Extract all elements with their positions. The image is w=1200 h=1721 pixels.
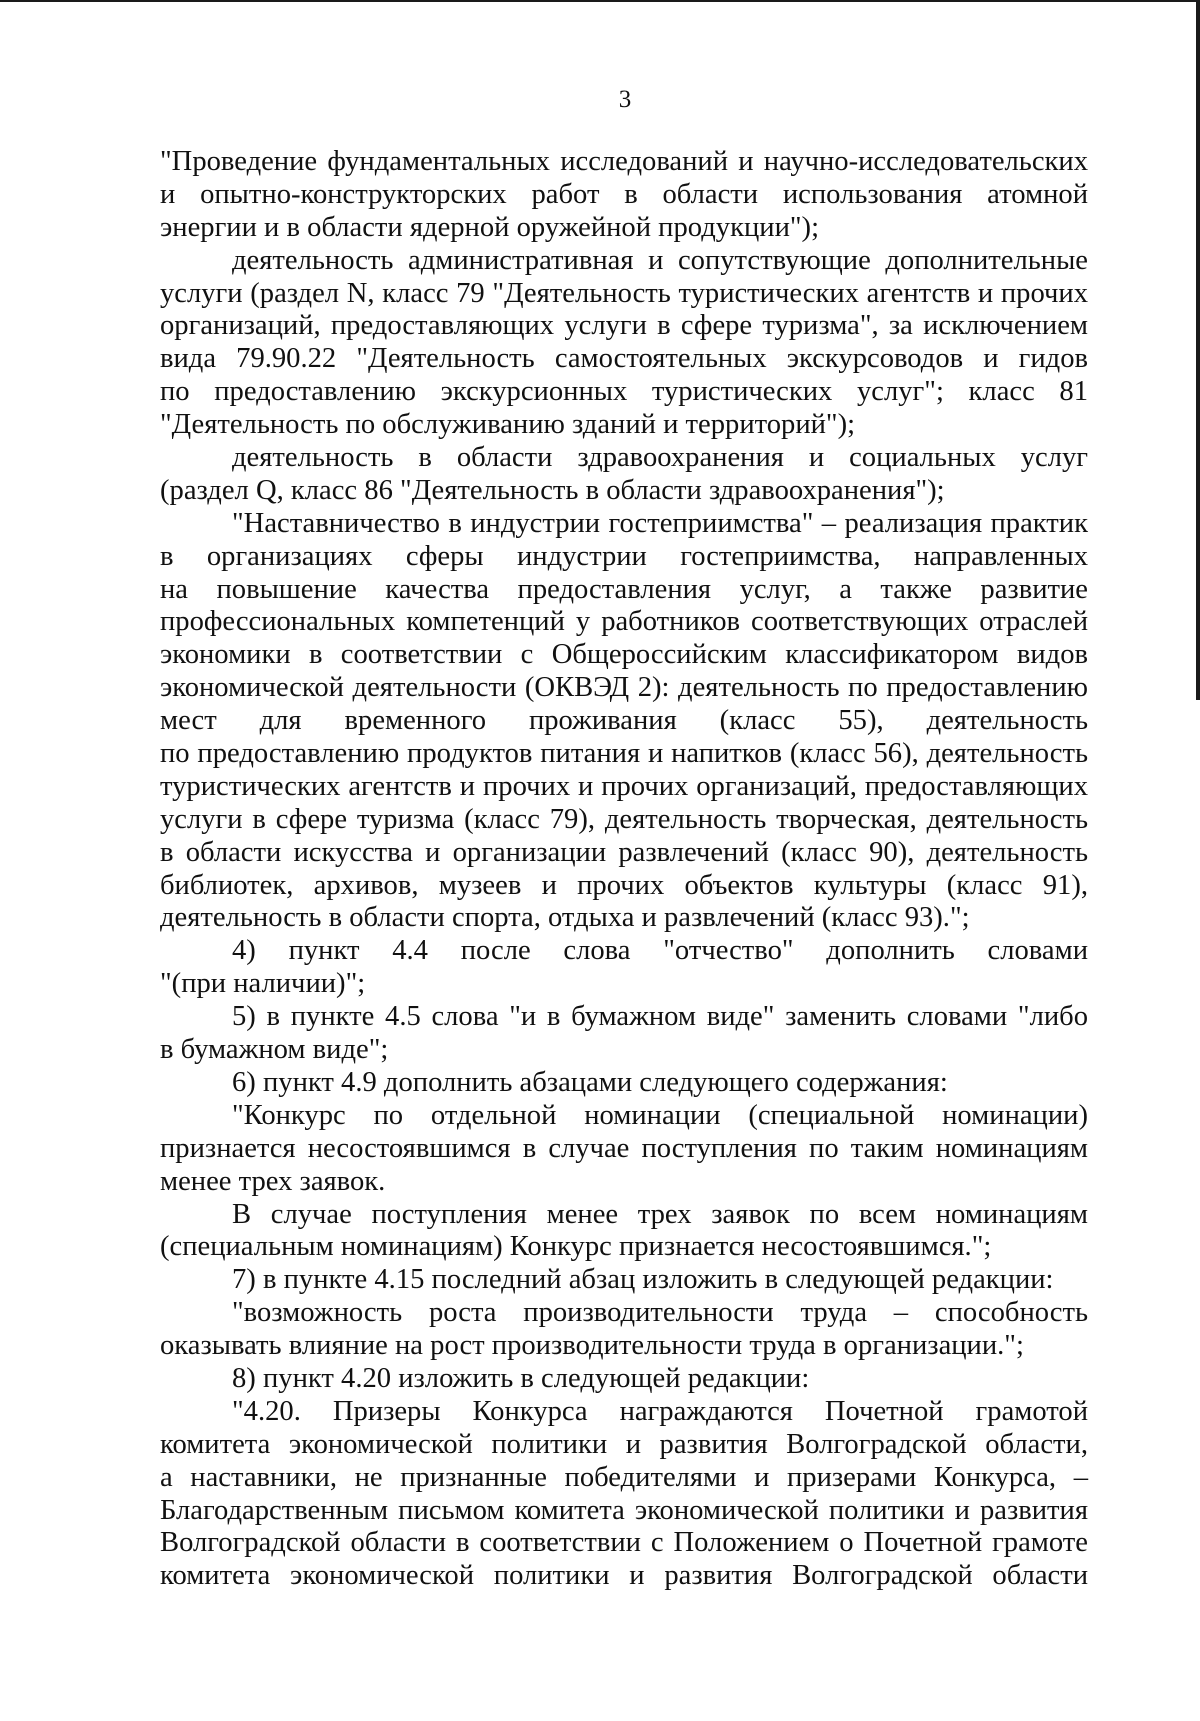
text-line: библиотек, архивов, музеев и прочих объектов культуры (класс 91), — [160, 869, 1088, 901]
text-line: на повышение качества предоставления услуг, а также развитие — [160, 573, 1088, 605]
text-line: деятельность в области здравоохранения и социальных услуг — [232, 442, 1088, 474]
document-body — [160, 146, 1088, 1593]
text-line: в организациях сферы индустрии гостеприимства, направленных — [160, 540, 1088, 572]
text-line: (раздел Q, класс 86 "Деятельность в области здравоохранения"); — [160, 474, 945, 506]
scan-edge-top — [0, 0, 1200, 2]
text-line: а наставники, не признанные победителями и призерами Конкурса, – — [160, 1461, 1088, 1493]
text-line: (специальным номинациям) Конкурс признается несостоявшимся."; — [160, 1231, 992, 1263]
text-line: в бумажном виде"; — [160, 1034, 389, 1066]
text-line: "Проведение фундаментальных исследований и научно-исследовательских — [160, 146, 1088, 177]
text-line: комитета экономической политики и развития Волгоградской области — [160, 1560, 1088, 1592]
text-line: услуги (раздел N, класс 79 "Деятельность туристических агентств и прочих — [160, 277, 1088, 309]
text-line: 8) пункт 4.20 изложить в следующей редакции: — [232, 1362, 810, 1394]
text-line: 7) в пункте 4.15 последний абзац изложить в следующей редакции: — [232, 1264, 1054, 1296]
text-line: вида 79.90.22 "Деятельность самостоятельных экскурсоводов и гидов — [160, 343, 1088, 375]
page-number: 3 — [618, 86, 632, 113]
text-line: "Конкурс по отдельной номинации (специальной номинации) — [232, 1099, 1088, 1131]
text-line: деятельность административная и сопутствующие дополнительные — [232, 244, 1088, 276]
text-line: по предоставлению экскурсионных туристических услуг"; класс 81 — [160, 376, 1088, 408]
text-line: В случае поступления менее трех заявок по всем номинациям — [232, 1198, 1088, 1230]
text-line: Волгоградской области в соответствии с Положением о Почетной грамоте — [160, 1527, 1088, 1559]
text-line: и опытно-конструкторских работ в области использования атомной — [160, 178, 1088, 210]
text-line: профессиональных компетенций у работников соответствующих отраслей — [160, 606, 1088, 638]
text-line: "Деятельность по обслуживанию зданий и территорий"); — [160, 409, 856, 441]
text-line: "возможность роста производительности труда – способность — [232, 1297, 1088, 1329]
text-line: "4.20. Призеры Конкурса награждаются Почетной грамотой — [232, 1395, 1088, 1427]
text-line: "(при наличии)"; — [160, 968, 366, 1000]
text-line: экономической деятельности (ОКВЭД 2): деятельность по предоставлению — [160, 672, 1088, 704]
text-line: 5) в пункте 4.5 слова "и в бумажном виде" заменить словами "либо — [232, 1001, 1088, 1033]
text-line: по предоставлению продуктов питания и напитков (класс 56), деятельность — [160, 738, 1088, 770]
text-line: Благодарственным письмом комитета экономической политики и развития — [160, 1494, 1088, 1526]
text-line: услуги в сфере туризма (класс 79), деятельность творческая, деятельность — [160, 803, 1088, 835]
text-line: 6) пункт 4.9 дополнить абзацами следующего содержания: — [232, 1066, 948, 1098]
text-line: туристических агентств и прочих и прочих организаций, предоставляющих — [160, 770, 1088, 802]
text-line: энергии и в области ядерной оружейной продукции"); — [160, 211, 820, 243]
text-line: деятельность в области спорта, отдыха и развлечений (класс 93)."; — [160, 902, 970, 934]
text-line: признается несостоявшимся в случае поступления по таким номинациям — [160, 1132, 1088, 1164]
text-line: "Наставничество в индустрии гостеприимства" – реализация практик — [232, 507, 1088, 539]
text-line: комитета экономической политики и развития Волгоградской области, — [160, 1428, 1088, 1460]
text-line: 4) пункт 4.4 после слова "отчество" дополнить словами — [232, 935, 1088, 967]
text-line: в области искусства и организации развлечений (класс 90), деятельность — [160, 836, 1088, 868]
text-line: экономики в соответствии с Общероссийским классификатором видов — [160, 639, 1088, 671]
text-line: менее трех заявок. — [160, 1165, 386, 1197]
text-line: мест для временного проживания (класс 55), деятельность — [160, 705, 1088, 737]
text-line: организаций, предоставляющих услуги в сфере туризма", за исключением — [160, 310, 1088, 342]
text-line: оказывать влияние на рост производительности труда в организации."; — [160, 1330, 1024, 1362]
